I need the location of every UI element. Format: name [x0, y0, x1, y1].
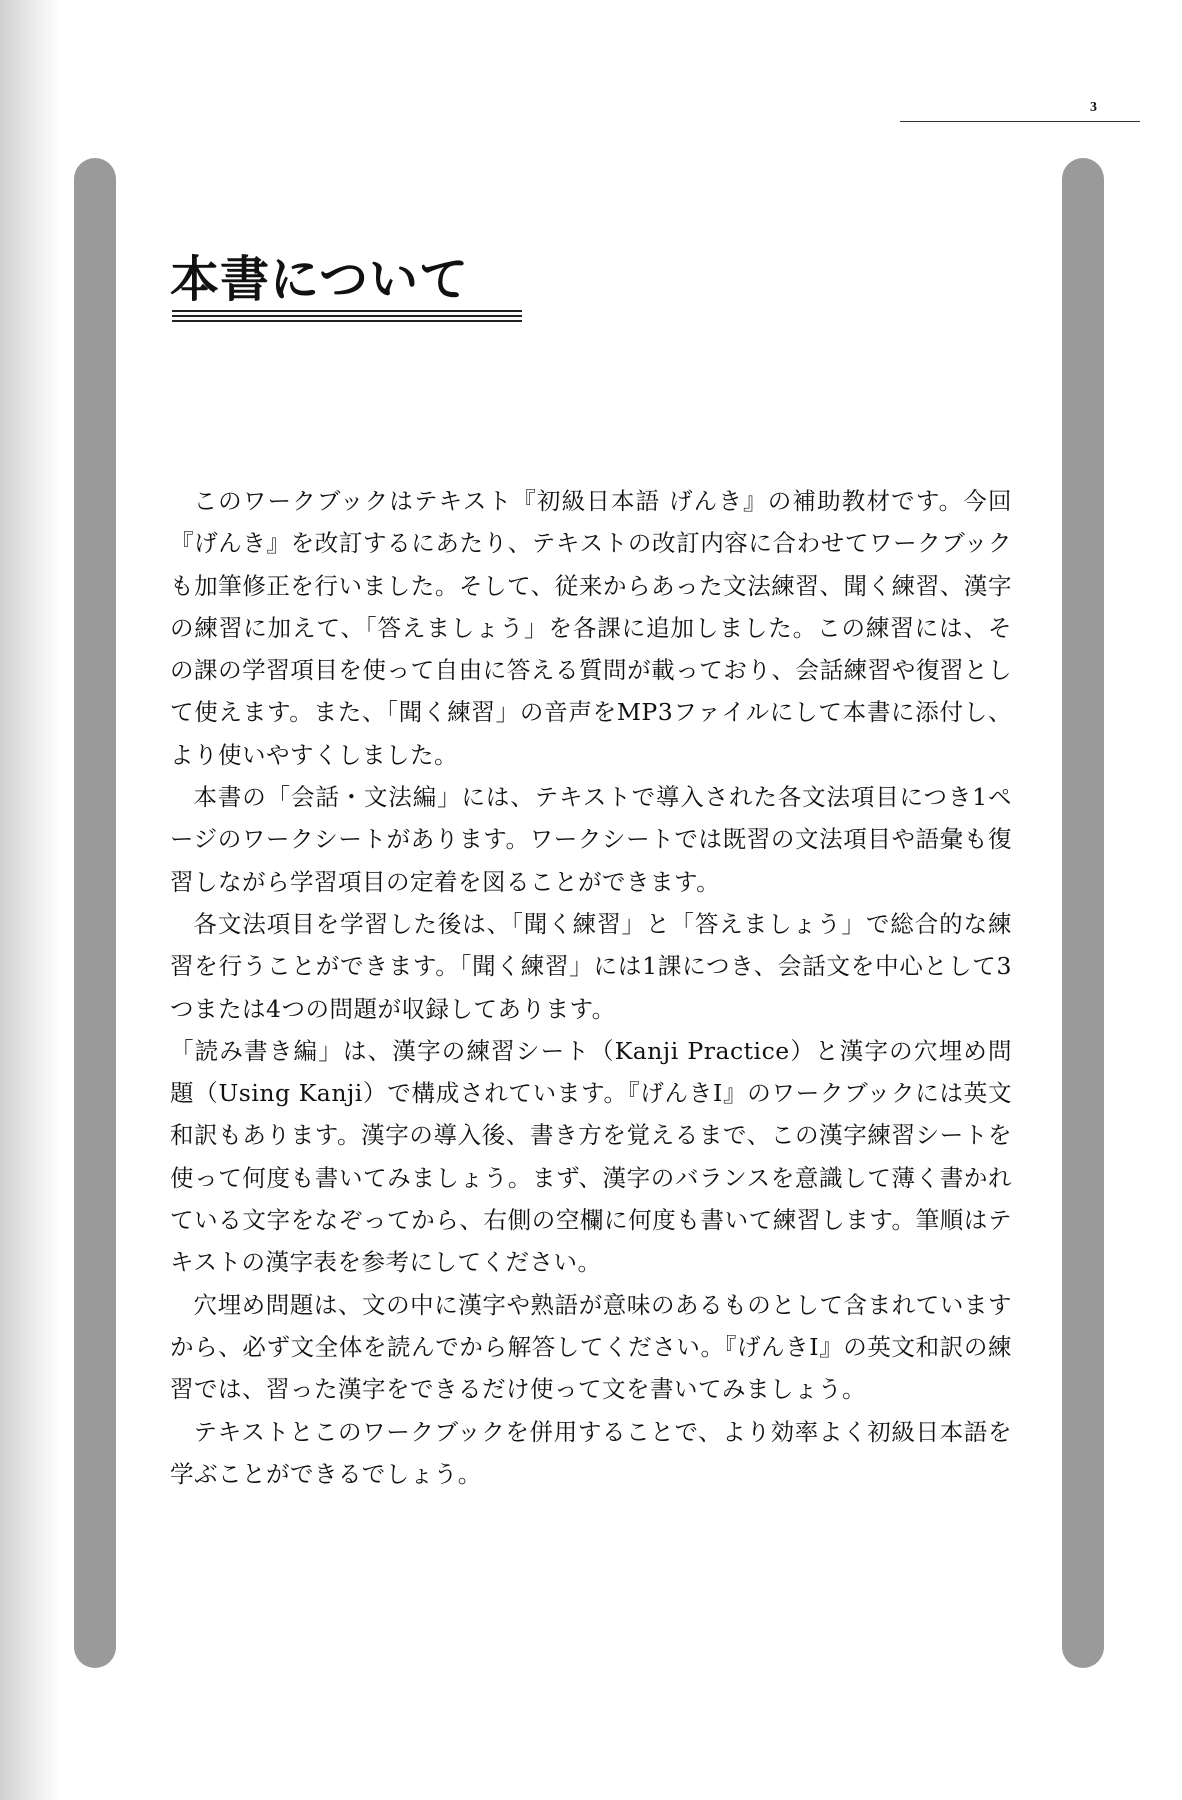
- page-title: 本書について: [170, 251, 470, 308]
- paragraph: このワークブックはテキスト『初級日本語 げんき』の補助教材です。今回『げんき』を改訂するにあたり、テキストの改訂内容に合わせてワークブックも加筆修正を行いました。そして、従来からあった文法練習、聞く練習、漢字の練習に加えて、「答えましょう」を各課に追加しました。この練習には、その課の学習項目を使って自由に答える質問が載っており、会話練習や復習として使えます。また、「聞く練習」の音声をMP3ファイルにして本書に添付し、より使いやすくしました。: [170, 487, 1012, 769]
- paragraph: テキストとこのワークブックを併用することで、より効率よく初級日本語を学ぶことができるでしょう。: [170, 1417, 1012, 1488]
- paragraph: 本書の「会話・文法編」には、テキストで導入された各文法項目につき1ページのワークシートがあります。ワークシートでは既習の文法項目や語彙も復習しながら学習項目の定着を図ることができます。: [170, 783, 1012, 896]
- title-underline: [172, 310, 522, 312]
- page-number: 3: [1090, 100, 1097, 115]
- left-margin-bar: [74, 158, 116, 1668]
- right-margin-bar: [1062, 158, 1104, 1668]
- paragraph: 各文法項目を学習した後は、「聞く練習」と「答えましょう」で総合的な練習を行うことができます。「聞く練習」には1課につき、会話文を中心として3つまたは4つの問題が収録してあります。: [170, 909, 1012, 1023]
- paragraph: 「読み書き編」は、漢字の練習シート（Kanji Practice）と漢字の穴埋め問題（Using Kanji）で構成されています。『げんきⅠ』のワークブックには英文和訳もあります。漢字の導入後、書き方を覚えるまで、この漢字練習シートを使って何度も書いてみましょう。まず、漢字のバランスを意識して薄く書かれている文字をなぞってから、右側の空欄に何度も書いて練習します。筆順はテキストの漢字表を参考にしてください。: [170, 1036, 1012, 1277]
- title-underline: [172, 315, 522, 317]
- header-rule: [900, 121, 1140, 122]
- title-underline: [172, 320, 522, 322]
- paragraph: 穴埋め問題は、文の中に漢字や熟語が意味のあるものとして含まれていますから、必ず文全体を読んでから解答してください。『げんきⅠ』の英文和訳の練習では、習った漢字をできるだけ使って文を書いてみましょう。: [170, 1290, 1012, 1404]
- body-text: [170, 480, 1012, 1495]
- page-spine-shadow: [0, 0, 60, 1800]
